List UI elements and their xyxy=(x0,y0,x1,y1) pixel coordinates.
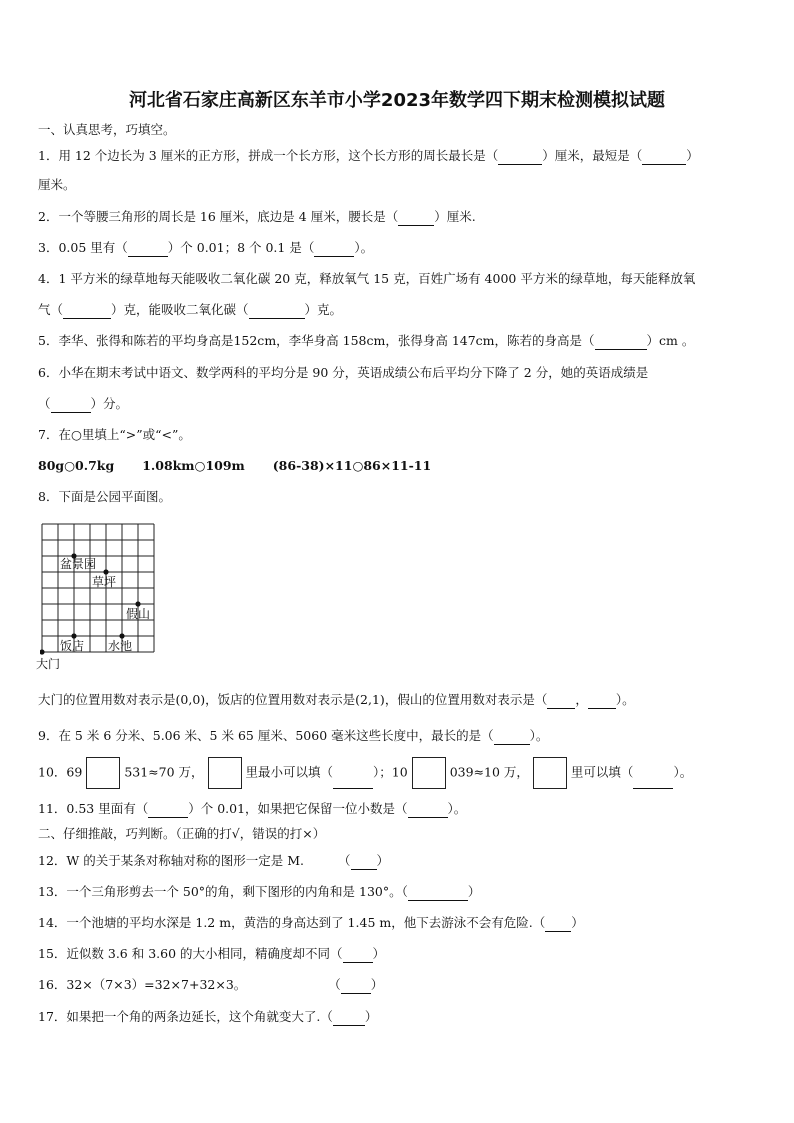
answer-blank[interactable] xyxy=(398,209,434,226)
question-1 xyxy=(38,148,758,165)
question-9 xyxy=(38,728,758,745)
question-text: 16．32×（7×3）=32×7+32×3。 xyxy=(38,977,247,992)
question-text: ） xyxy=(467,884,481,899)
question-text: ）个 0.01，如果把它保留一位小数是（ xyxy=(188,801,408,816)
question-6-cont xyxy=(38,396,758,413)
question-text: 11．0.53 里面有（ xyxy=(38,801,149,816)
answer-blank[interactable] xyxy=(148,801,188,818)
question-text: 大门的位置用数对表示是 xyxy=(38,692,176,707)
question-text: ）；10 xyxy=(373,764,408,780)
answer-blank[interactable] xyxy=(63,302,111,319)
answer-blank[interactable] xyxy=(494,728,530,745)
question-text: ）厘米，最短是（ xyxy=(542,148,643,163)
park-map xyxy=(36,522,160,671)
question-4: 4．1 平方米的绿草地每天能吸收二氧化碳 20 克，释放氧气 15 克，百姓广场有 4000 平方米的绿草地，每天能释放氧 xyxy=(38,271,696,286)
question-text: ）。 xyxy=(354,240,374,255)
question-text: 17．如果把一个角的两条边延长，这个角就变大了.（ xyxy=(38,1009,333,1024)
question-13 xyxy=(38,884,758,901)
question-6: 6．小华在期末考试中语文、数学两科的平均分是 90 分，英语成绩公布后平均分下降了 2 分，她的英语成绩是 xyxy=(38,365,649,380)
answer-blank[interactable] xyxy=(498,148,542,165)
question-12 xyxy=(38,853,758,870)
question-11 xyxy=(38,801,758,818)
question-text: ）厘米. xyxy=(434,209,476,224)
question-15 xyxy=(38,946,758,963)
question-text: ）克。 xyxy=(304,302,343,317)
compare-item[interactable]: 1.08km○109m xyxy=(142,458,245,473)
question-text: ）分。 xyxy=(90,396,129,411)
question-text: （ xyxy=(328,977,341,992)
answer-blank[interactable] xyxy=(351,853,377,870)
question-5 xyxy=(38,333,758,350)
question-text: 15．近似数 3.6 和 3.60 的大小相同，精确度却不同（ xyxy=(38,946,343,961)
answer-blank[interactable] xyxy=(333,758,373,789)
question-text: 12．W 的关于某条对称轴对称的图形一定是 M. xyxy=(38,853,304,868)
answer-blank[interactable] xyxy=(314,240,354,257)
answer-blank[interactable] xyxy=(408,801,448,818)
answer-blank[interactable] xyxy=(545,915,571,932)
label-shuichi: 水池 xyxy=(108,639,133,653)
question-7: 7．在○里填上“>”或“<”。 xyxy=(38,427,191,442)
question-text: （ xyxy=(38,396,51,411)
answer-blank[interactable] xyxy=(341,977,371,994)
question-14 xyxy=(38,915,758,932)
question-text: 5．李华、张得和陈若的平均身高是152cm，李华身高 158cm，张得身高 147cm，陈若的身高是（ xyxy=(38,333,595,348)
answer-blank[interactable] xyxy=(633,758,673,789)
section-heading-1: 一、认真思考，巧填空。 xyxy=(38,122,176,137)
question-text: ） xyxy=(372,946,386,961)
question-text: 9．在 5 米 6 分米、5.06 米、5 米 65 厘米、5060 毫米这些长度中，最长的是（ xyxy=(38,728,494,743)
answer-blank[interactable] xyxy=(51,396,91,413)
question-text: ） xyxy=(686,148,699,163)
question-text: ，饭店的位置用数对表示是 xyxy=(205,692,356,707)
digit-box[interactable] xyxy=(412,757,446,789)
answer-blank[interactable] xyxy=(588,692,616,709)
question-text: ）克，能吸收二氧化碳（ xyxy=(111,302,249,317)
label-jiashan: 假山 xyxy=(126,607,151,621)
question-text: 13．一个三角形剪去一个 50°的角，剩下图形的内角和是 130°。（ xyxy=(38,884,408,899)
answer-blank[interactable] xyxy=(408,884,468,901)
question-text: 14．一个池塘的平均水深是 1.2 m，黄浩的身高达到了 1.45 m，他下去游泳不会有危险.（ xyxy=(38,915,546,930)
question-text: 531≈70 万， xyxy=(124,764,204,780)
label-damen: 大门 xyxy=(36,657,61,671)
answer-blank[interactable] xyxy=(547,692,575,709)
answer-blank[interactable] xyxy=(128,240,168,257)
page-title: 河北省石家庄高新区东羊市小学2023年数学四下期末检测模拟试题 xyxy=(128,90,666,111)
answer-blank[interactable] xyxy=(249,302,305,319)
coordinate-pair: (2,1) xyxy=(355,692,385,707)
question-10 xyxy=(38,757,758,789)
answer-blank[interactable] xyxy=(343,946,373,963)
question-7-items xyxy=(38,458,758,474)
label-penjing: 盆景园 xyxy=(60,557,97,571)
question-text: 3．0.05 里有（ xyxy=(38,240,128,255)
section-heading-2: 二、仔细推敲，巧判断。（正确的打√，错误的打×） xyxy=(38,826,326,841)
compare-item[interactable]: (86-38)×11○86×11-11 xyxy=(272,458,432,473)
question-text: 1．用 12 个边长为 3 厘米的正方形，拼成一个长方形，这个长方形的周长最长是（ xyxy=(38,148,499,163)
coordinate-pair: (0,0) xyxy=(175,692,206,707)
answer-blank[interactable] xyxy=(642,148,686,165)
question-3 xyxy=(38,240,758,257)
question-1-cont: 厘米。 xyxy=(38,177,76,192)
digit-box[interactable] xyxy=(86,757,120,789)
question-8: 8．下面是公园平面图。 xyxy=(38,489,171,504)
question-text: ） xyxy=(376,853,390,868)
question-text: （ xyxy=(337,853,351,868)
question-text: ）cm 。 xyxy=(646,333,695,348)
question-text: ，假山的位置用数对表示是（ xyxy=(384,692,548,707)
question-text: ）。 xyxy=(447,801,467,816)
question-text: 里可以填（ xyxy=(570,764,634,780)
question-text: 039≈10 万， xyxy=(449,764,529,780)
question-text: 2．一个等腰三角形的周长是 16 厘米，底边是 4 厘米，腰长是（ xyxy=(38,209,399,224)
question-text: ） xyxy=(571,915,584,930)
question-17 xyxy=(38,1009,758,1026)
answer-blank[interactable] xyxy=(333,1009,365,1026)
question-2 xyxy=(38,209,758,226)
digit-box[interactable] xyxy=(533,757,567,789)
question-text: ， xyxy=(575,692,588,707)
question-8-answer xyxy=(38,692,758,709)
question-text: ）个 0.01；8 个 0.1 是（ xyxy=(167,240,315,255)
question-text: 里最小可以填（ xyxy=(245,764,334,780)
question-text: 气（ xyxy=(38,302,64,317)
question-4-cont xyxy=(38,302,758,319)
question-text: 10．69 xyxy=(38,764,83,780)
question-16 xyxy=(38,977,758,994)
question-text: ） xyxy=(370,977,384,992)
question-text: ）。 xyxy=(529,728,549,743)
question-text: ）。 xyxy=(673,764,693,780)
answer-blank[interactable] xyxy=(595,333,647,350)
question-text: ）。 xyxy=(615,692,635,707)
digit-box[interactable] xyxy=(208,757,242,789)
question-text: ） xyxy=(364,1009,378,1024)
label-caoping: 草坪 xyxy=(92,575,117,589)
point-damen xyxy=(40,649,45,654)
label-fandian: 饭店 xyxy=(60,639,85,653)
compare-item[interactable]: 80g○0.7kg xyxy=(38,458,115,473)
